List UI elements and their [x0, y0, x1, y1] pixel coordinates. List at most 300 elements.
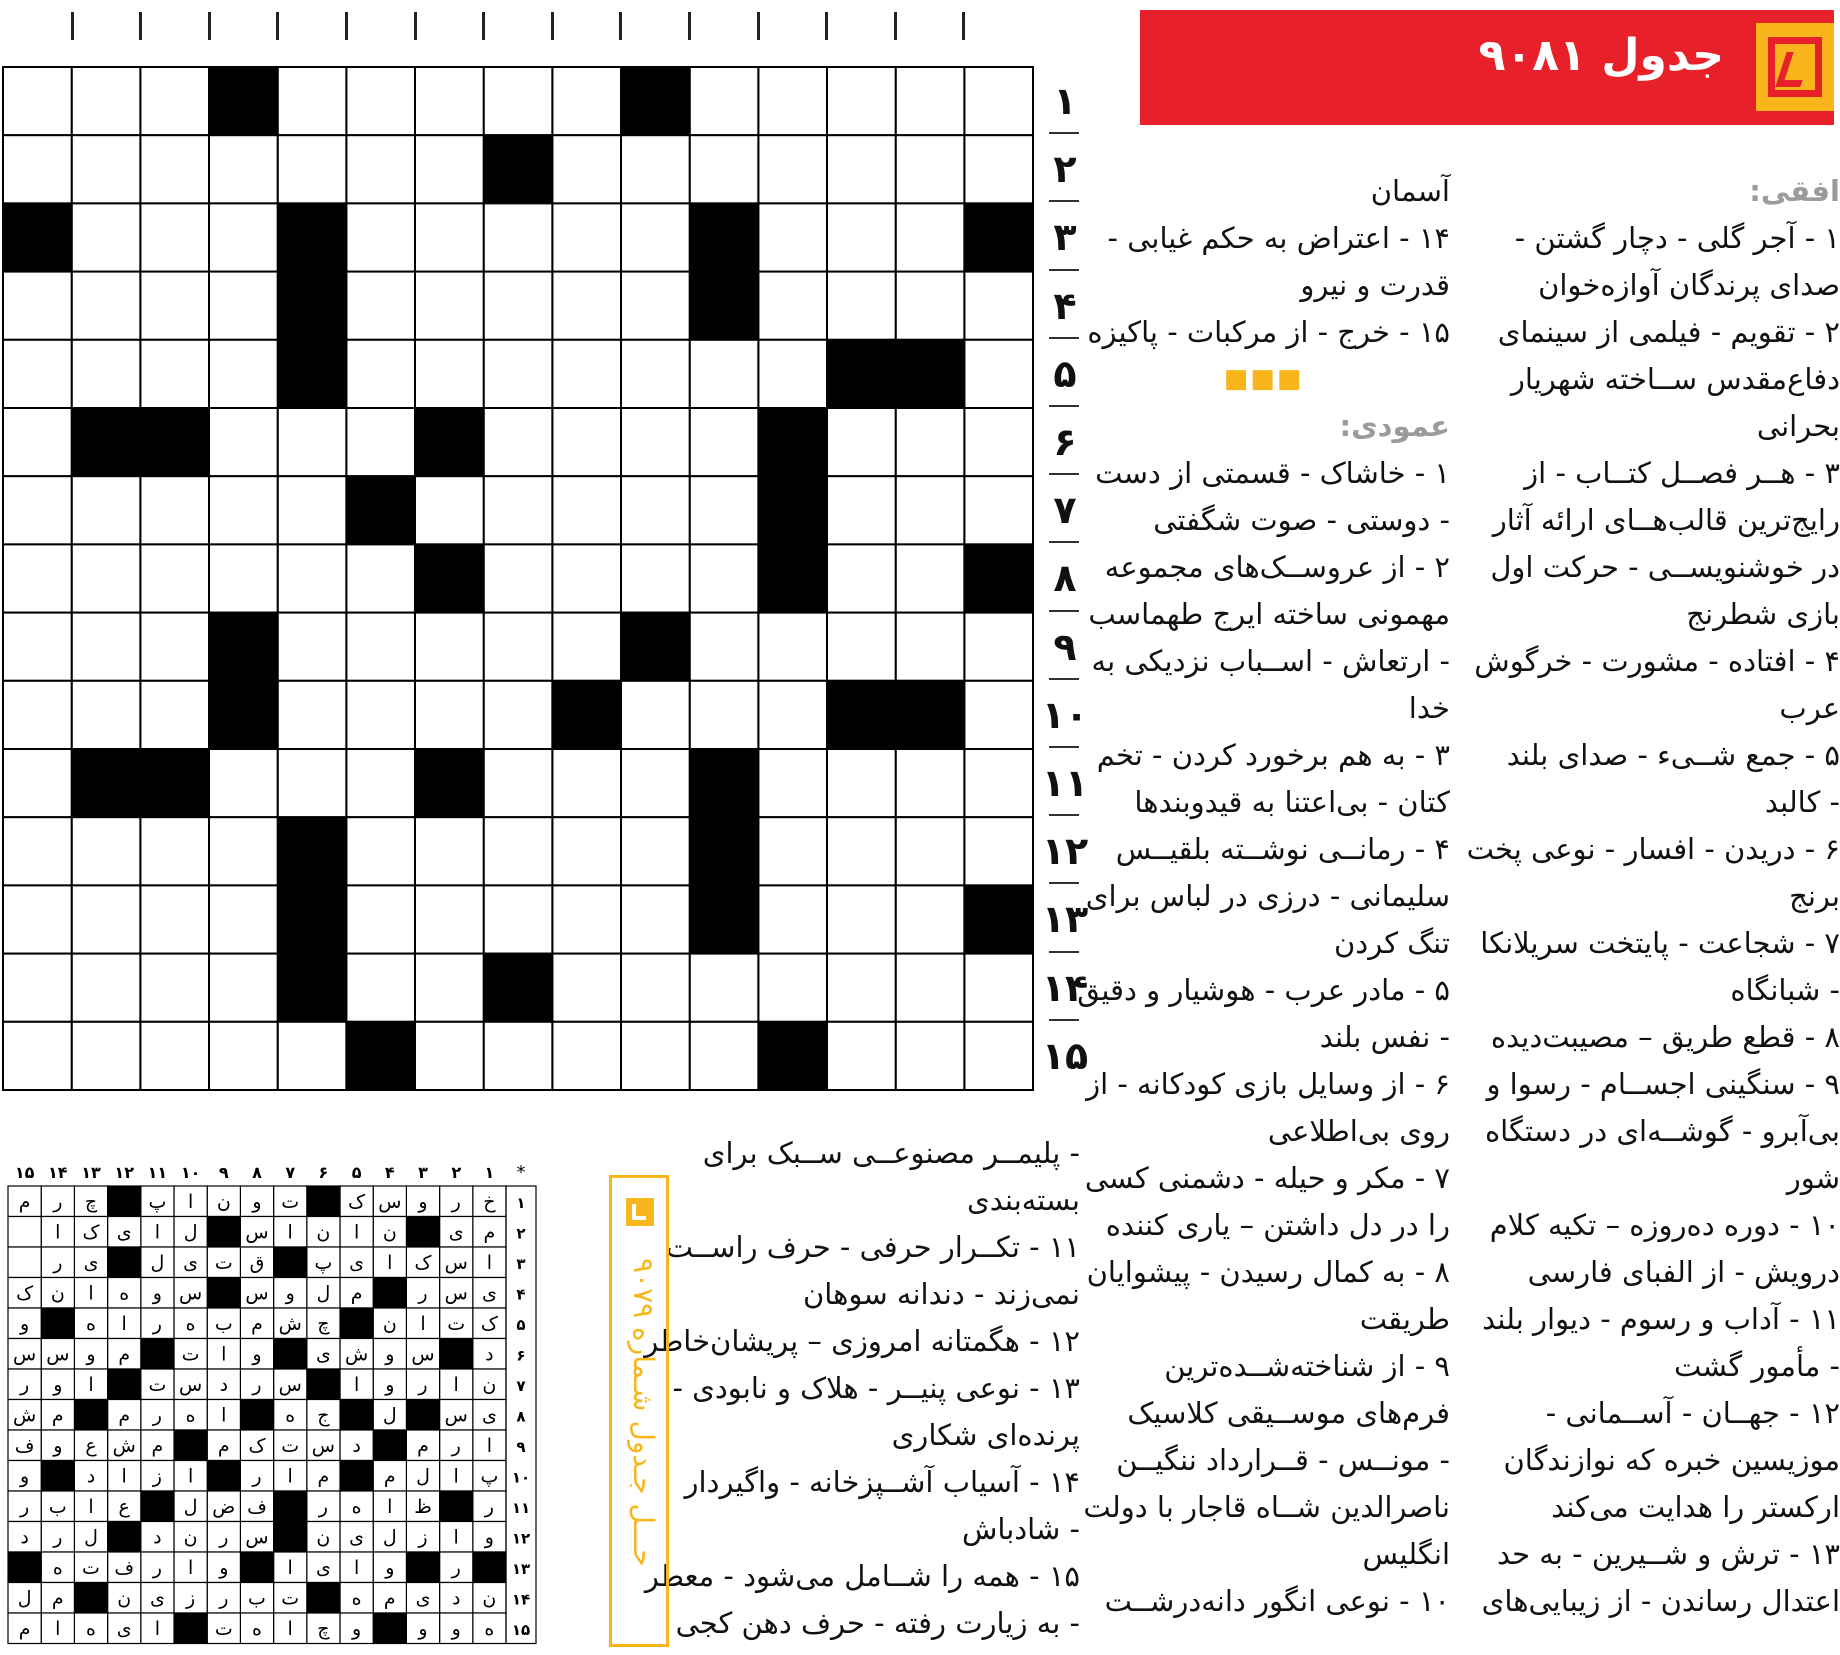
grid-cell[interactable] [758, 135, 827, 203]
solution-row-label: ۱۰ [511, 1468, 531, 1487]
grid-cell[interactable] [552, 817, 621, 885]
solution-row-label: ۱۱ [511, 1498, 531, 1517]
grid-cell[interactable] [209, 272, 278, 340]
grid-cell[interactable] [484, 203, 553, 271]
grid-cell[interactable] [484, 272, 553, 340]
grid-cell[interactable] [415, 954, 484, 1022]
solution-letter: ر [152, 1404, 162, 1427]
grid-cell[interactable] [484, 613, 553, 681]
grid-cell[interactable] [827, 272, 896, 340]
grid-cell[interactable] [964, 135, 1033, 203]
grid-cell[interactable] [3, 476, 72, 544]
grid-cell-black [72, 749, 141, 817]
grid-cell[interactable] [896, 885, 965, 953]
grid-cell[interactable] [827, 885, 896, 953]
grid-cell[interactable] [621, 885, 690, 953]
clues-column-left [644, 1130, 1080, 1647]
grid-cell[interactable] [3, 749, 72, 817]
grid-cell[interactable] [964, 340, 1033, 408]
grid-cell[interactable] [484, 885, 553, 953]
top-tick [688, 12, 691, 40]
solution-letter: ه [351, 1587, 362, 1610]
solution-letter: س [411, 1343, 435, 1366]
grid-cell[interactable] [690, 408, 759, 476]
grid-cell[interactable] [827, 67, 896, 135]
solution-letter: س [178, 1282, 203, 1305]
top-tick [414, 12, 417, 40]
solution-letter: ا [486, 1251, 493, 1274]
grid-cell[interactable] [964, 817, 1033, 885]
clue-line: - شادباش [961, 1512, 1080, 1546]
grid-cell[interactable] [72, 681, 141, 749]
clue-line: ۸ - قطع طریق – مصیبت‌دیده [1490, 1020, 1840, 1054]
grid-cell[interactable] [3, 340, 72, 408]
solution-letter: س [278, 1373, 302, 1396]
grid-cell[interactable] [278, 544, 347, 612]
grid-cell[interactable] [621, 340, 690, 408]
clue-line: ۱۳ - نوعی پنیــر - هلاک و نابودی - [672, 1371, 1080, 1405]
grid-cell[interactable] [690, 476, 759, 544]
grid-cell[interactable] [3, 135, 72, 203]
grid-cell[interactable] [690, 954, 759, 1022]
grid-cell[interactable] [484, 817, 553, 885]
solution-letter: م [118, 1343, 131, 1366]
grid-cell[interactable] [72, 544, 141, 612]
crossword-grid [2, 66, 1034, 1091]
solution-cell-black [340, 1461, 373, 1492]
grid-cell[interactable] [964, 954, 1033, 1022]
grid-cell[interactable] [209, 340, 278, 408]
solution-letter: ر [318, 1495, 328, 1518]
grid-cell[interactable] [964, 408, 1033, 476]
grid-cell[interactable] [72, 1022, 141, 1090]
grid-cell[interactable] [896, 135, 965, 203]
grid-cell[interactable] [278, 1022, 347, 1090]
solution-cell-black [240, 1552, 273, 1583]
grid-cell-black [484, 135, 553, 203]
grid-cell[interactable] [552, 476, 621, 544]
grid-cell-black [209, 681, 278, 749]
solution-letter: پ [148, 1190, 167, 1213]
grid-cell[interactable] [827, 613, 896, 681]
grid-cell[interactable] [758, 954, 827, 1022]
solution-letter: ل [183, 1221, 198, 1244]
grid-cell[interactable] [209, 408, 278, 476]
grid-cell[interactable] [3, 1022, 72, 1090]
grid-cell[interactable] [140, 135, 209, 203]
grid-cell[interactable] [964, 613, 1033, 681]
solution-letter: ز [418, 1526, 428, 1549]
grid-cell-black [278, 203, 347, 271]
solution-cell-black [207, 1461, 240, 1492]
grid-cell[interactable] [964, 681, 1033, 749]
grid-cell[interactable] [484, 340, 553, 408]
grid-cell[interactable] [896, 476, 965, 544]
grid-cell[interactable] [552, 613, 621, 681]
grid-cell[interactable] [552, 135, 621, 203]
grid-cell[interactable] [758, 67, 827, 135]
grid-cell[interactable] [415, 817, 484, 885]
grid-cell[interactable] [827, 544, 896, 612]
grid-cell[interactable] [346, 408, 415, 476]
grid-cell-black [415, 749, 484, 817]
grid-cell[interactable] [3, 67, 72, 135]
solution-col-label: ۳ [418, 1163, 428, 1182]
solution-cell-black [207, 1278, 240, 1309]
grid-cell[interactable] [209, 885, 278, 953]
solution-row-label: ۴ [516, 1285, 526, 1304]
grid-cell[interactable] [484, 749, 553, 817]
grid-cell[interactable] [484, 67, 553, 135]
solution-row-label: ۶ [516, 1346, 526, 1365]
solution-letter: ت [447, 1312, 466, 1335]
grid-cell[interactable] [140, 954, 209, 1022]
grid-cell[interactable] [827, 203, 896, 271]
grid-cell[interactable] [72, 272, 141, 340]
grid-cell[interactable] [621, 203, 690, 271]
clue-line: ۴ - رمانــی نوشــته بلقیــس [1115, 832, 1450, 866]
grid-cell[interactable] [896, 203, 965, 271]
solution-letter: ر [20, 1495, 30, 1518]
grid-cell[interactable] [827, 1022, 896, 1090]
solution-row-label: ۹ [516, 1437, 526, 1456]
grid-cell[interactable] [346, 885, 415, 953]
solution-letter: ر [53, 1251, 63, 1274]
grid-cell[interactable] [415, 1022, 484, 1090]
grid-cell[interactable] [209, 476, 278, 544]
grid-cell[interactable] [552, 749, 621, 817]
grid-cell[interactable] [278, 135, 347, 203]
grid-cell[interactable] [346, 67, 415, 135]
grid-cell[interactable] [621, 544, 690, 612]
solution-row-label: ۱۴ [511, 1590, 531, 1609]
solution-letter: ر [152, 1312, 162, 1335]
grid-cell[interactable] [621, 954, 690, 1022]
grid-cell[interactable] [415, 340, 484, 408]
solution-letter: ر [451, 1556, 461, 1579]
solution-letter: س [245, 1526, 269, 1549]
grid-cell[interactable] [621, 272, 690, 340]
grid-cell[interactable] [690, 1022, 759, 1090]
grid-cell[interactable] [346, 135, 415, 203]
grid-cell[interactable] [3, 817, 72, 885]
grid-cell[interactable] [346, 954, 415, 1022]
solution-letter: ل [84, 1526, 98, 1549]
clue-line: ۱۳ - ترش و شــیرین - به حد [1496, 1537, 1840, 1571]
solution-badge [609, 1175, 669, 1647]
grid-cell[interactable] [690, 340, 759, 408]
grid-cell[interactable] [346, 340, 415, 408]
grid-cell[interactable] [3, 681, 72, 749]
solution-cell-black [8, 1552, 41, 1583]
solution-letter: س [46, 1343, 70, 1366]
grid-cell[interactable] [72, 67, 141, 135]
grid-cell[interactable] [209, 544, 278, 612]
grid-cell-black [415, 544, 484, 612]
grid-cell[interactable] [72, 954, 141, 1022]
grid-cell-black [72, 408, 141, 476]
solution-letter: ک [16, 1282, 34, 1305]
solution-letter: ه [86, 1617, 96, 1640]
solution-letter: ا [353, 1221, 360, 1244]
grid-cell[interactable] [140, 340, 209, 408]
grid-cell[interactable] [827, 749, 896, 817]
solution-cell-black [307, 1186, 340, 1217]
solution-letter: چ [317, 1617, 330, 1640]
grid-cell[interactable] [964, 749, 1033, 817]
grid-cell[interactable] [621, 408, 690, 476]
clue-line: ۱ - خاشاک - قسمتی از دست [1095, 456, 1450, 490]
grid-cell[interactable] [690, 67, 759, 135]
solution-cell-black [340, 1308, 373, 1339]
grid-cell[interactable] [896, 272, 965, 340]
grid-cell[interactable] [140, 476, 209, 544]
clue-line: - مونــس - قــرارداد ننگیــن [1116, 1443, 1450, 1477]
clue-line: ۶ - دریدن - افسار - نوعی پخت [1466, 832, 1840, 866]
solution-letter: خ [483, 1190, 496, 1213]
grid-cell[interactable] [827, 817, 896, 885]
grid-cell[interactable] [552, 544, 621, 612]
grid-cell[interactable] [72, 885, 141, 953]
grid-cell[interactable] [621, 476, 690, 544]
grid-cell[interactable] [484, 476, 553, 544]
grid-cell[interactable] [72, 203, 141, 271]
grid-cell[interactable] [72, 135, 141, 203]
clue-line: - پلیمــر مصنوعــی ســبک برای [702, 1136, 1080, 1170]
grid-cell[interactable] [140, 1022, 209, 1090]
row-number: ۵ [1053, 351, 1077, 396]
clue-line: ۲ - تقویم - فیلمی از سینمای [1497, 315, 1840, 349]
grid-cell[interactable] [278, 408, 347, 476]
solution-col-label: ۱۵ [14, 1163, 35, 1182]
grid-cell[interactable] [484, 408, 553, 476]
grid-cell[interactable] [209, 817, 278, 885]
grid-cell-black [758, 544, 827, 612]
solution-col-label: ۵ [351, 1163, 362, 1182]
solution-grid [8, 1160, 563, 1650]
grid-cell[interactable] [278, 749, 347, 817]
grid-cell[interactable] [896, 1022, 965, 1090]
grid-cell[interactable] [415, 885, 484, 953]
solution-letter: د [20, 1526, 29, 1549]
grid-cell[interactable] [896, 544, 965, 612]
grid-cell[interactable] [209, 135, 278, 203]
grid-cell[interactable] [690, 681, 759, 749]
grid-cell[interactable] [964, 67, 1033, 135]
grid-cell[interactable] [552, 1022, 621, 1090]
grid-cell[interactable] [346, 613, 415, 681]
grid-cell[interactable] [827, 476, 896, 544]
grid-cell[interactable] [415, 272, 484, 340]
grid-cell[interactable] [896, 954, 965, 1022]
grid-cell-black [621, 613, 690, 681]
clue-line: قدرت و نیرو [1300, 268, 1450, 302]
solution-letter: ز [152, 1465, 162, 1488]
grid-cell[interactable] [758, 681, 827, 749]
top-tick [962, 12, 965, 40]
grid-cell[interactable] [827, 408, 896, 476]
clue-line: طریقت [1359, 1302, 1450, 1336]
solution-letter: ع [118, 1495, 130, 1518]
grid-cell[interactable] [209, 203, 278, 271]
grid-cell[interactable] [758, 885, 827, 953]
section-heading: عمودی: [1339, 409, 1450, 443]
grid-cell[interactable] [896, 613, 965, 681]
grid-cell[interactable] [3, 954, 72, 1022]
grid-cell[interactable] [827, 954, 896, 1022]
grid-cell-black [758, 408, 827, 476]
solution-letter: و [252, 1343, 262, 1366]
grid-cell[interactable] [758, 817, 827, 885]
grid-cell[interactable] [964, 1022, 1033, 1090]
clue-line: تنگ کردن [1333, 926, 1450, 960]
grid-cell[interactable] [209, 1022, 278, 1090]
grid-cell[interactable] [209, 954, 278, 1022]
grid-cell[interactable] [140, 681, 209, 749]
grid-cell[interactable] [415, 613, 484, 681]
grid-cell-black [278, 885, 347, 953]
solution-letter: س [444, 1404, 468, 1427]
grid-cell[interactable] [896, 749, 965, 817]
clue-line: - دوستی - صوت شگفتی [1153, 503, 1450, 537]
grid-cell[interactable] [415, 135, 484, 203]
grid-cell[interactable] [758, 340, 827, 408]
solution-letter: و [484, 1526, 494, 1549]
grid-cell[interactable] [552, 885, 621, 953]
solution-letter: ه [86, 1312, 96, 1335]
grid-cell[interactable] [3, 408, 72, 476]
solution-letter: و [20, 1465, 30, 1488]
solution-letter: ر [252, 1465, 262, 1488]
arrow-logo-icon [1756, 23, 1834, 111]
solution-col-label: ۱ [484, 1163, 495, 1182]
grid-cell[interactable] [140, 67, 209, 135]
grid-cell[interactable] [3, 544, 72, 612]
grid-cell[interactable] [140, 817, 209, 885]
grid-cell[interactable] [758, 272, 827, 340]
section-heading: افقی: [1749, 174, 1840, 208]
grid-cell[interactable] [346, 544, 415, 612]
solution-col-label: ۱۳ [81, 1163, 101, 1182]
grid-cell[interactable] [621, 817, 690, 885]
grid-cell[interactable] [72, 613, 141, 681]
solution-letter: ه [484, 1617, 495, 1640]
solution-letter: ن [183, 1526, 198, 1549]
grid-cell[interactable] [209, 749, 278, 817]
grid-cell[interactable] [346, 203, 415, 271]
clue-line: سلیمانی - درزی در لباس برای [1085, 879, 1450, 913]
grid-cell[interactable] [72, 340, 141, 408]
clue-line: - مأمور گشت [1674, 1349, 1840, 1383]
clue-line: صدای پرندگان آوازه‌خوان [1538, 268, 1840, 302]
grid-cell-black [964, 544, 1033, 612]
solution-letter: ک [348, 1190, 366, 1213]
grid-cell[interactable] [896, 408, 965, 476]
grid-cell[interactable] [690, 135, 759, 203]
grid-cell-black [690, 749, 759, 817]
grid-cell[interactable] [415, 203, 484, 271]
solution-letter: ت [82, 1556, 100, 1579]
solution-letter: ا [221, 1404, 227, 1427]
solution-cell-black [74, 1400, 107, 1431]
grid-cell[interactable] [964, 476, 1033, 544]
grid-cell[interactable] [140, 272, 209, 340]
grid-cell[interactable] [552, 954, 621, 1022]
grid-cell-black [964, 885, 1033, 953]
solution-letter: ا [88, 1495, 94, 1518]
grid-cell[interactable] [346, 749, 415, 817]
grid-cell-black [415, 408, 484, 476]
grid-cell[interactable] [278, 476, 347, 544]
grid-cell[interactable] [3, 885, 72, 953]
grid-cell[interactable] [552, 67, 621, 135]
grid-cell[interactable] [621, 135, 690, 203]
solution-letter: ا [453, 1373, 459, 1396]
grid-cell[interactable] [484, 681, 553, 749]
grid-cell[interactable] [346, 817, 415, 885]
grid-cell-black [896, 340, 965, 408]
grid-cell[interactable] [827, 135, 896, 203]
grid-cell[interactable] [415, 681, 484, 749]
grid-cell[interactable] [552, 408, 621, 476]
grid-cell[interactable] [415, 67, 484, 135]
grid-cell[interactable] [758, 203, 827, 271]
grid-cell[interactable] [3, 613, 72, 681]
grid-cell[interactable] [621, 681, 690, 749]
clue-line: ۶ - از وسایل بازی کودکانه - از [1086, 1067, 1450, 1101]
grid-cell[interactable] [621, 749, 690, 817]
solution-letter: د [352, 1434, 361, 1457]
grid-cell[interactable] [140, 544, 209, 612]
grid-cell[interactable] [690, 544, 759, 612]
solution-cell-black [41, 1461, 74, 1492]
grid-cell[interactable] [896, 67, 965, 135]
clue-line: ۱۱ - آداب و رسوم - دیوار بلند [1482, 1302, 1840, 1336]
solution-letter: ر [219, 1587, 229, 1610]
grid-cell[interactable] [346, 681, 415, 749]
solution-cell-black [373, 1430, 406, 1461]
grid-cell[interactable] [278, 67, 347, 135]
grid-cell[interactable] [72, 817, 141, 885]
grid-cell[interactable] [552, 272, 621, 340]
grid-cell[interactable] [552, 203, 621, 271]
grid-cell[interactable] [278, 613, 347, 681]
solution-letter: ه [52, 1556, 63, 1579]
grid-cell[interactable] [484, 544, 553, 612]
grid-cell[interactable] [346, 272, 415, 340]
grid-cell[interactable] [758, 749, 827, 817]
grid-cell[interactable] [690, 613, 759, 681]
grid-cell-black [346, 476, 415, 544]
grid-cell[interactable] [415, 476, 484, 544]
solution-letter: و [53, 1434, 63, 1457]
grid-cell[interactable] [758, 613, 827, 681]
grid-cell[interactable] [896, 817, 965, 885]
grid-cell[interactable] [72, 476, 141, 544]
grid-cell-black [827, 340, 896, 408]
grid-cell-black [690, 885, 759, 953]
grid-cell[interactable] [3, 272, 72, 340]
grid-cell[interactable] [621, 1022, 690, 1090]
grid-cell[interactable] [552, 340, 621, 408]
grid-cell[interactable] [140, 203, 209, 271]
grid-cell[interactable] [278, 681, 347, 749]
grid-cell[interactable] [964, 272, 1033, 340]
grid-cell[interactable] [484, 1022, 553, 1090]
solution-cell-black [108, 1369, 141, 1400]
grid-cell[interactable] [140, 613, 209, 681]
grid-cell[interactable] [140, 885, 209, 953]
